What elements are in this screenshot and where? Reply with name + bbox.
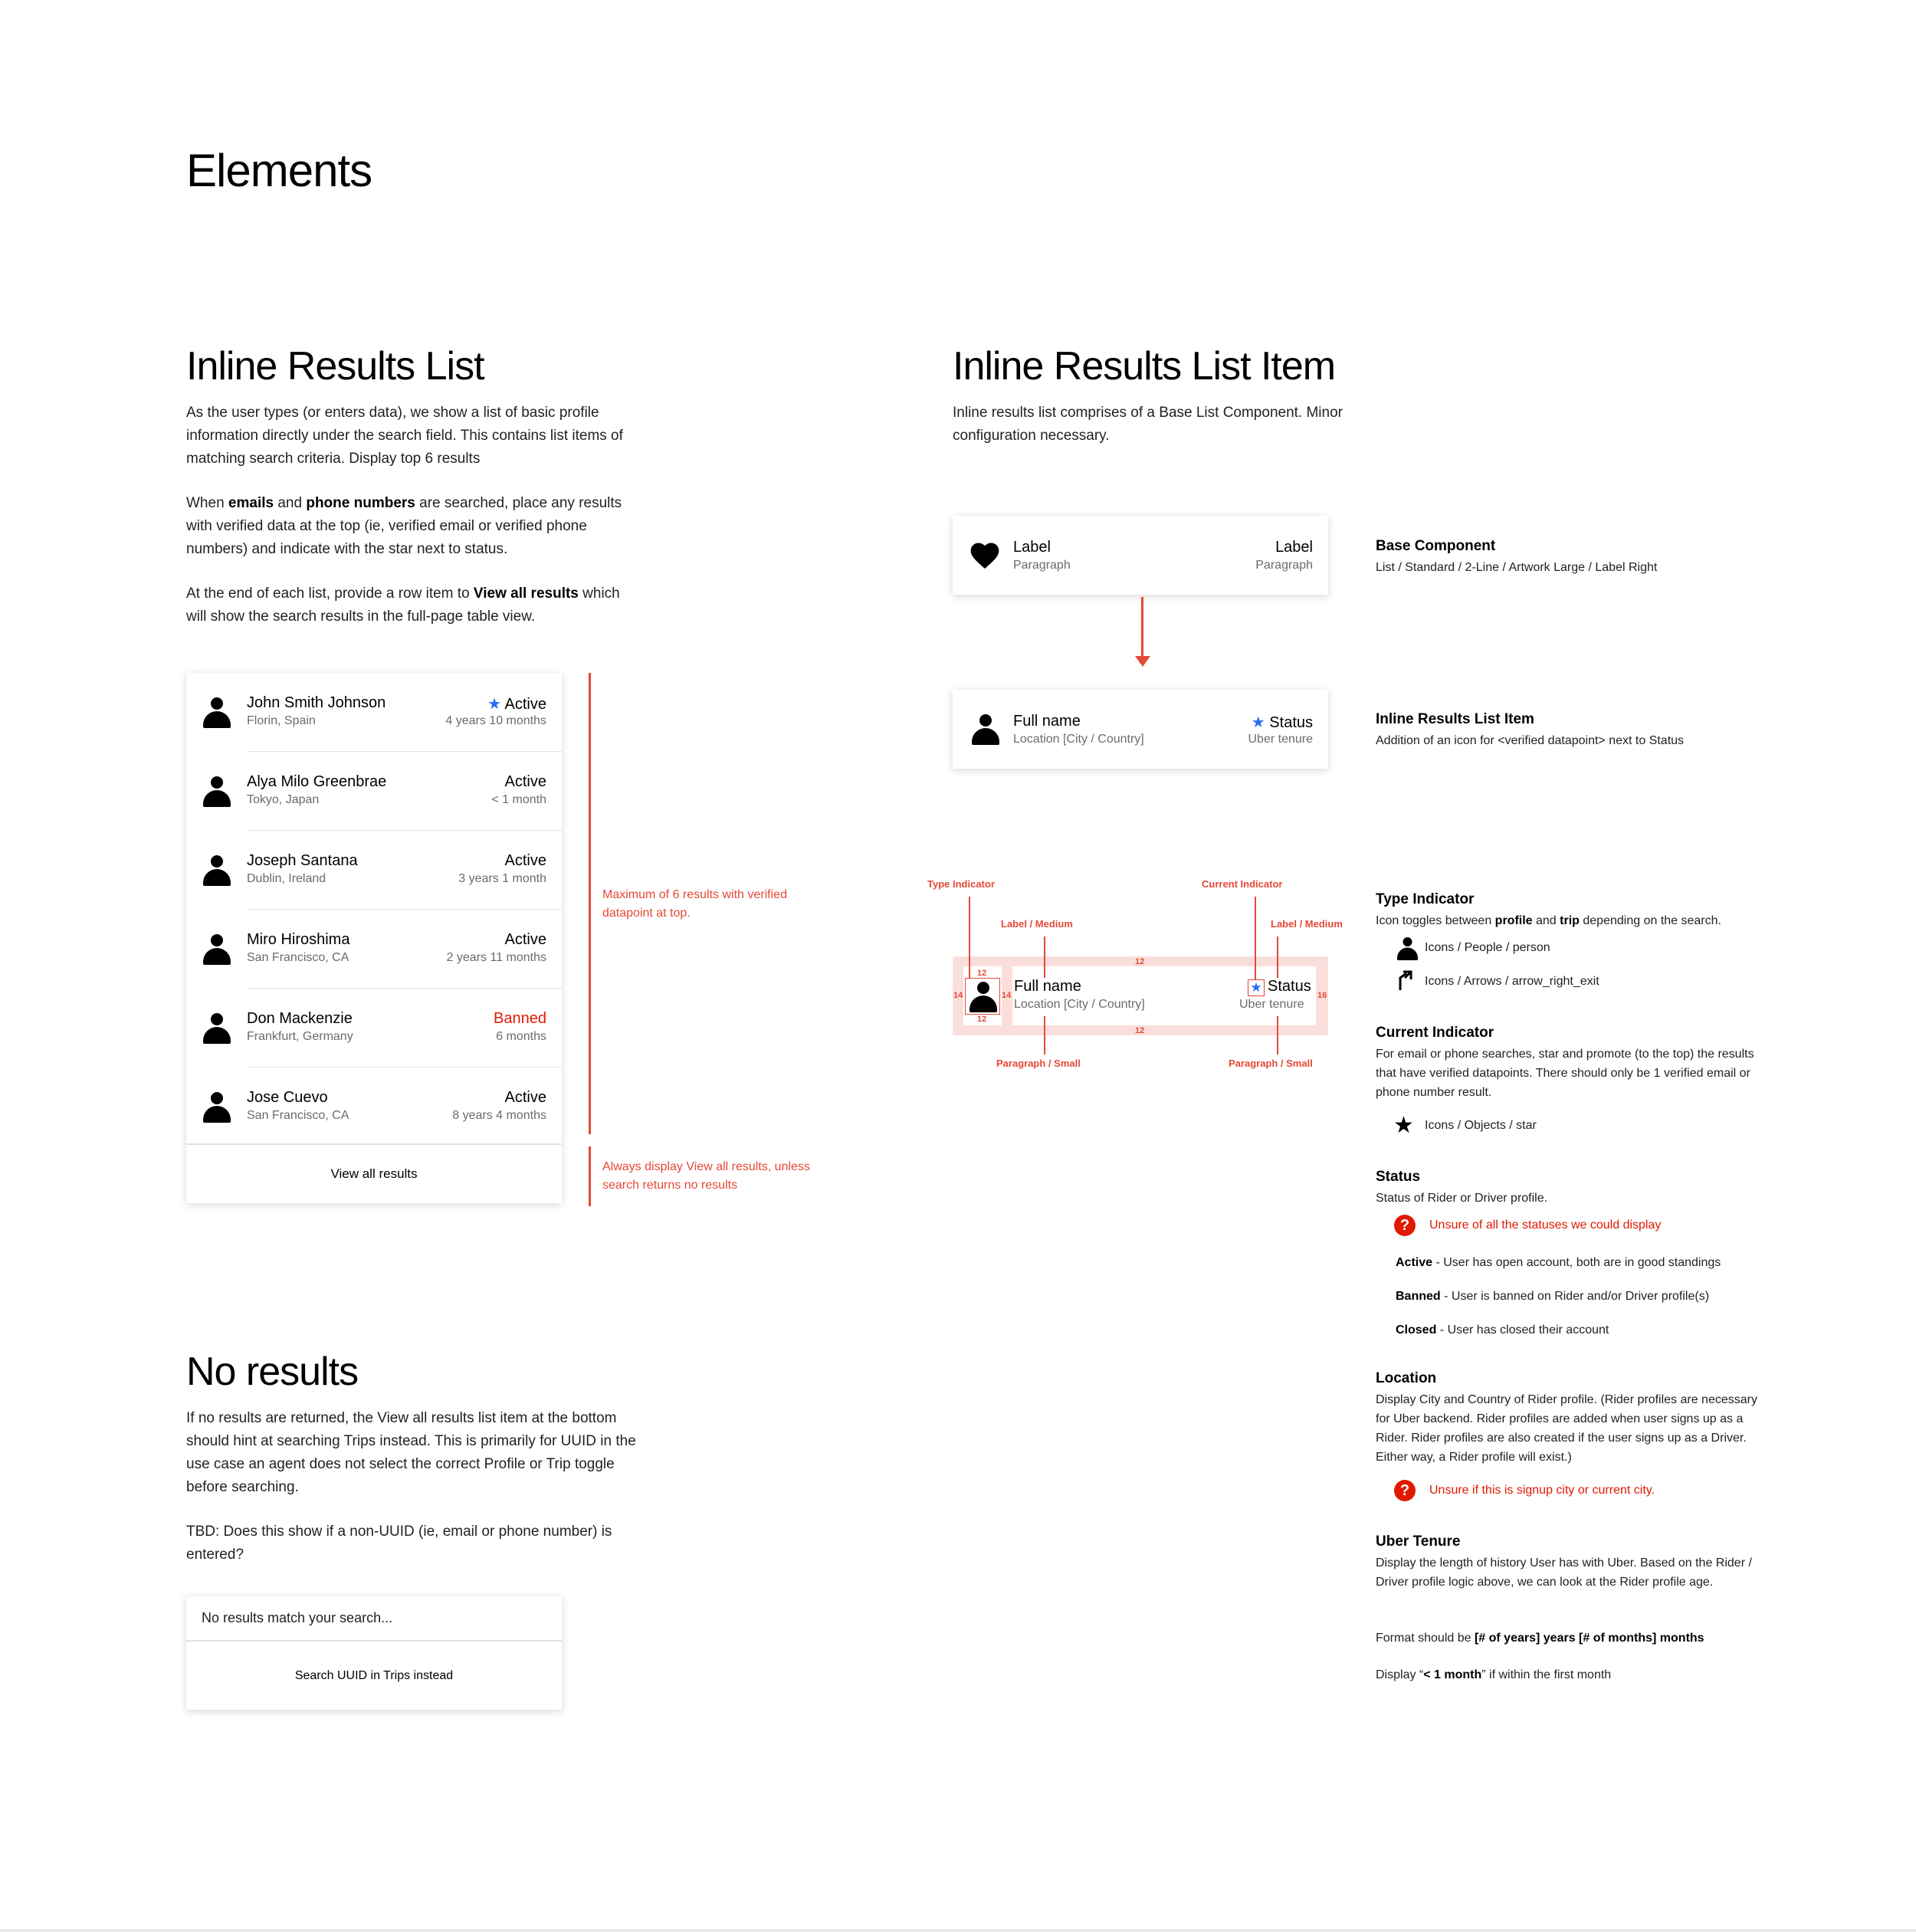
type-indicator-desc: Icon toggles between profile and trip depending on the search. [1376,914,1721,927]
status-desc: Status of Rider or Driver profile. [1376,1192,1548,1205]
base-label-right: Label [1275,539,1313,556]
result-location: Dublin, Ireland [247,872,326,885]
heart-icon [968,539,1002,572]
base-component-path: List / Standard / 2-Line / Artwork Large / Label Right [1376,561,1658,574]
result-status: Active [504,1089,546,1106]
type-indicator-title: Type Indicator [1376,891,1475,907]
result-name: John Smith Johnson [247,694,386,711]
result-name: Alya Milo Greenbrae [247,773,387,790]
tenure-display-rule: Display “< 1 month” if within the first month [1376,1668,1612,1681]
type-indicator-box [965,978,1000,1015]
transform-arrow-line [1141,597,1143,658]
result-tenure: < 1 month [491,793,546,806]
max-results-bracket [589,673,591,1134]
inline-item-title: Inline Results List Item [1376,711,1534,727]
result-location: Frankfurt, Germany [247,1030,353,1043]
view-all-note: Always display View all results, unless search returns no results [602,1160,810,1192]
no-results-message: No results match your search... [202,1610,393,1625]
view-all-results-button[interactable]: View all results [330,1166,418,1181]
status-closed: Closed - User has closed their account [1396,1324,1609,1337]
result-status: Active [504,852,546,869]
person-icon [203,697,231,728]
result-tenure: 2 years 11 months [446,951,546,964]
list-item-heading: Inline Results List Item [953,344,1336,389]
result-tenure: 3 years 1 month [458,872,546,885]
status-banned: Banned - User is banned on Rider and/or Driver profile(s) [1396,1290,1710,1303]
icon-star-label: Icons / Objects / star [1425,1119,1537,1132]
current-indicator-desc: For email or phone searches, star and promote (to the top) the results that have verified datapoints. There should only be 1 verified email or phone number result. [1376,1048,1754,1099]
icon-pad-12-bottom: 12 [977,1015,987,1024]
no-results-tbd: TBD: Does this show if a non-UUID (ie, email or phone number) is entered? [186,1524,612,1563]
result-row[interactable] [186,831,562,910]
page-title: Elements [186,145,372,196]
pad-14-right: 14 [1002,991,1012,1000]
result-row[interactable] [186,752,562,831]
pad-12-top: 12 [1135,957,1145,966]
item-status: ★ Status [1251,714,1313,731]
anatomy-status: Status [1268,978,1311,995]
person-icon [972,714,999,745]
label-medium-left-annotation: Label / Medium [1001,918,1073,930]
pad-14-left: 14 [953,991,963,1000]
result-tenure: 4 years 10 months [445,714,546,727]
result-location: Tokyo, Japan [247,793,320,806]
result-row[interactable] [186,1068,562,1146]
person-icon [203,1013,231,1044]
icon-pad-12-top: 12 [977,969,987,978]
no-results-card [186,1596,562,1710]
base-paragraph: Paragraph [1013,559,1071,572]
type-indicator-annotation: Type Indicator [927,878,995,890]
star-icon: ★ [1251,714,1265,731]
arrow-down-icon [1135,656,1150,667]
base-label: Label [1013,539,1051,556]
label-medium-right-annotation: Label / Medium [1271,918,1343,930]
result-location: San Francisco, CA [247,951,349,964]
item-location: Location [City / Country] [1013,733,1144,746]
star-icon: ★ [487,696,502,713]
anatomy-name: Full name [1014,978,1081,995]
anatomy-diagram [953,956,1328,1035]
inline-list-item-preview [953,690,1328,769]
anatomy-star-icon: ★ [1248,979,1265,996]
location-title: Location [1376,1370,1437,1386]
label-medium-left-leader [1044,936,1045,978]
inline-list-verified-note: When emails and phone numbers are searched, place any results with verified data at the top (ie, verified email or verified phone numbers) and indicate with the star next to status. [186,495,622,557]
anatomy-location: Location [City / Country] [1014,998,1145,1011]
current-indicator-annotation: Current Indicator [1202,878,1283,890]
item-full-name: Full name [1013,713,1081,730]
inline-list-intro: As the user types (or enters data), we show a list of basic profile information directly under the search field. This contains list items of matching search criteria. Display top 6 results [186,405,623,467]
result-status: Active [504,931,546,948]
search-uuid-in-trips-button[interactable]: Search UUID in Trips instead [294,1668,454,1682]
icon-arrow-label: Icons / Arrows / arrow_right_exit [1425,975,1599,988]
no-results-description: If no results are returned, the View all results list item at the bottom should hint at searching Trips instead. This is primarily for UUID in the use case an agent does not select the correct Profile or Trip toggle before searching. [186,1410,636,1495]
result-location: San Francisco, CA [247,1109,349,1122]
item-tenure: Uber tenure [1248,733,1313,746]
spec-person-icon [1397,937,1418,960]
person-icon [203,934,231,965]
para-small-right-leader [1277,1016,1278,1055]
uber-tenure-title: Uber Tenure [1376,1533,1461,1550]
result-name: Miro Hiroshima [247,931,350,948]
result-row[interactable] [186,989,562,1068]
para-small-right-annotation: Paragraph / Small [1229,1058,1313,1069]
person-icon [203,1092,231,1123]
tenure-format: Format should be [# of years] years [# of months] months [1376,1632,1704,1645]
status-active: Active - User has open account, both are in good standings [1396,1256,1721,1269]
para-small-left-leader [1044,1016,1045,1055]
result-location: Florin, Spain [247,714,316,727]
current-indicator-leader [1255,897,1256,979]
inline-item-desc: Addition of an icon for <verified datapoint> next to Status [1376,734,1685,747]
question-icon: ? [1394,1480,1416,1501]
base-component-title: Base Component [1376,538,1496,554]
para-small-left-annotation: Paragraph / Small [996,1058,1081,1069]
question-icon: ? [1394,1215,1416,1236]
page-bottom-edge [0,1929,1916,1932]
inline-results-list [186,673,562,1203]
status-title: Status [1376,1169,1421,1185]
result-status: Banned [494,1010,546,1027]
inline-list-view-all-note: At the end of each list, provide a row item to View all results which will show the search results in the full-page table view. [186,586,620,625]
base-paragraph-right: Paragraph [1255,559,1313,572]
star-icon-spec: ★ [1393,1113,1414,1138]
person-icon [203,776,231,807]
no-results-heading: No results [186,1350,359,1394]
result-row[interactable] [186,910,562,989]
location-desc: Display City and Country of Rider profile. (Rider profiles are necessary for Uber backend. Rider profiles are added when user signs up as a Rider. Rider profiles are also created if the user signs up as a Driver. Either way, a Rider profile will exist.) [1376,1393,1757,1464]
uber-tenure-desc: Display the length of history User has with Uber. Based on the Rider / Driver profile logic above, we can look at the Rider profile age. [1376,1556,1752,1589]
view-all-bracket [589,1146,591,1206]
base-component-preview [953,516,1328,595]
result-tenure: 6 months [496,1030,546,1043]
result-name: Don Mackenzie [247,1010,353,1027]
pad-16-right: 16 [1317,991,1327,1000]
arrow-right-exit-icon [1396,970,1415,990]
inline-results-list-heading: Inline Results List [186,344,484,389]
result-row[interactable] [186,673,562,752]
pad-12-bottom: 12 [1135,1026,1145,1035]
max-results-note: Maximum of 6 results with verified datapoint at top. [602,888,787,920]
result-status: ★ Active [487,696,546,713]
person-icon [203,855,231,886]
result-tenure: 8 years 4 months [452,1109,546,1122]
current-indicator-title: Current Indicator [1376,1025,1494,1041]
result-status: Active [504,773,546,790]
anatomy-tenure: Uber tenure [1239,998,1304,1011]
result-name: Jose Cuevo [247,1089,328,1106]
icon-person-label: Icons / People / person [1425,941,1550,954]
list-item-intro: Inline results list comprises of a Base List Component. Minor configuration necessary. [953,405,1343,444]
label-medium-right-leader [1277,936,1278,978]
result-name: Joseph Santana [247,852,358,869]
type-indicator-leader [969,897,970,978]
status-warning: Unsure of all the statuses we could display [1429,1219,1662,1232]
location-warning: Unsure if this is signup city or current city. [1429,1484,1655,1497]
